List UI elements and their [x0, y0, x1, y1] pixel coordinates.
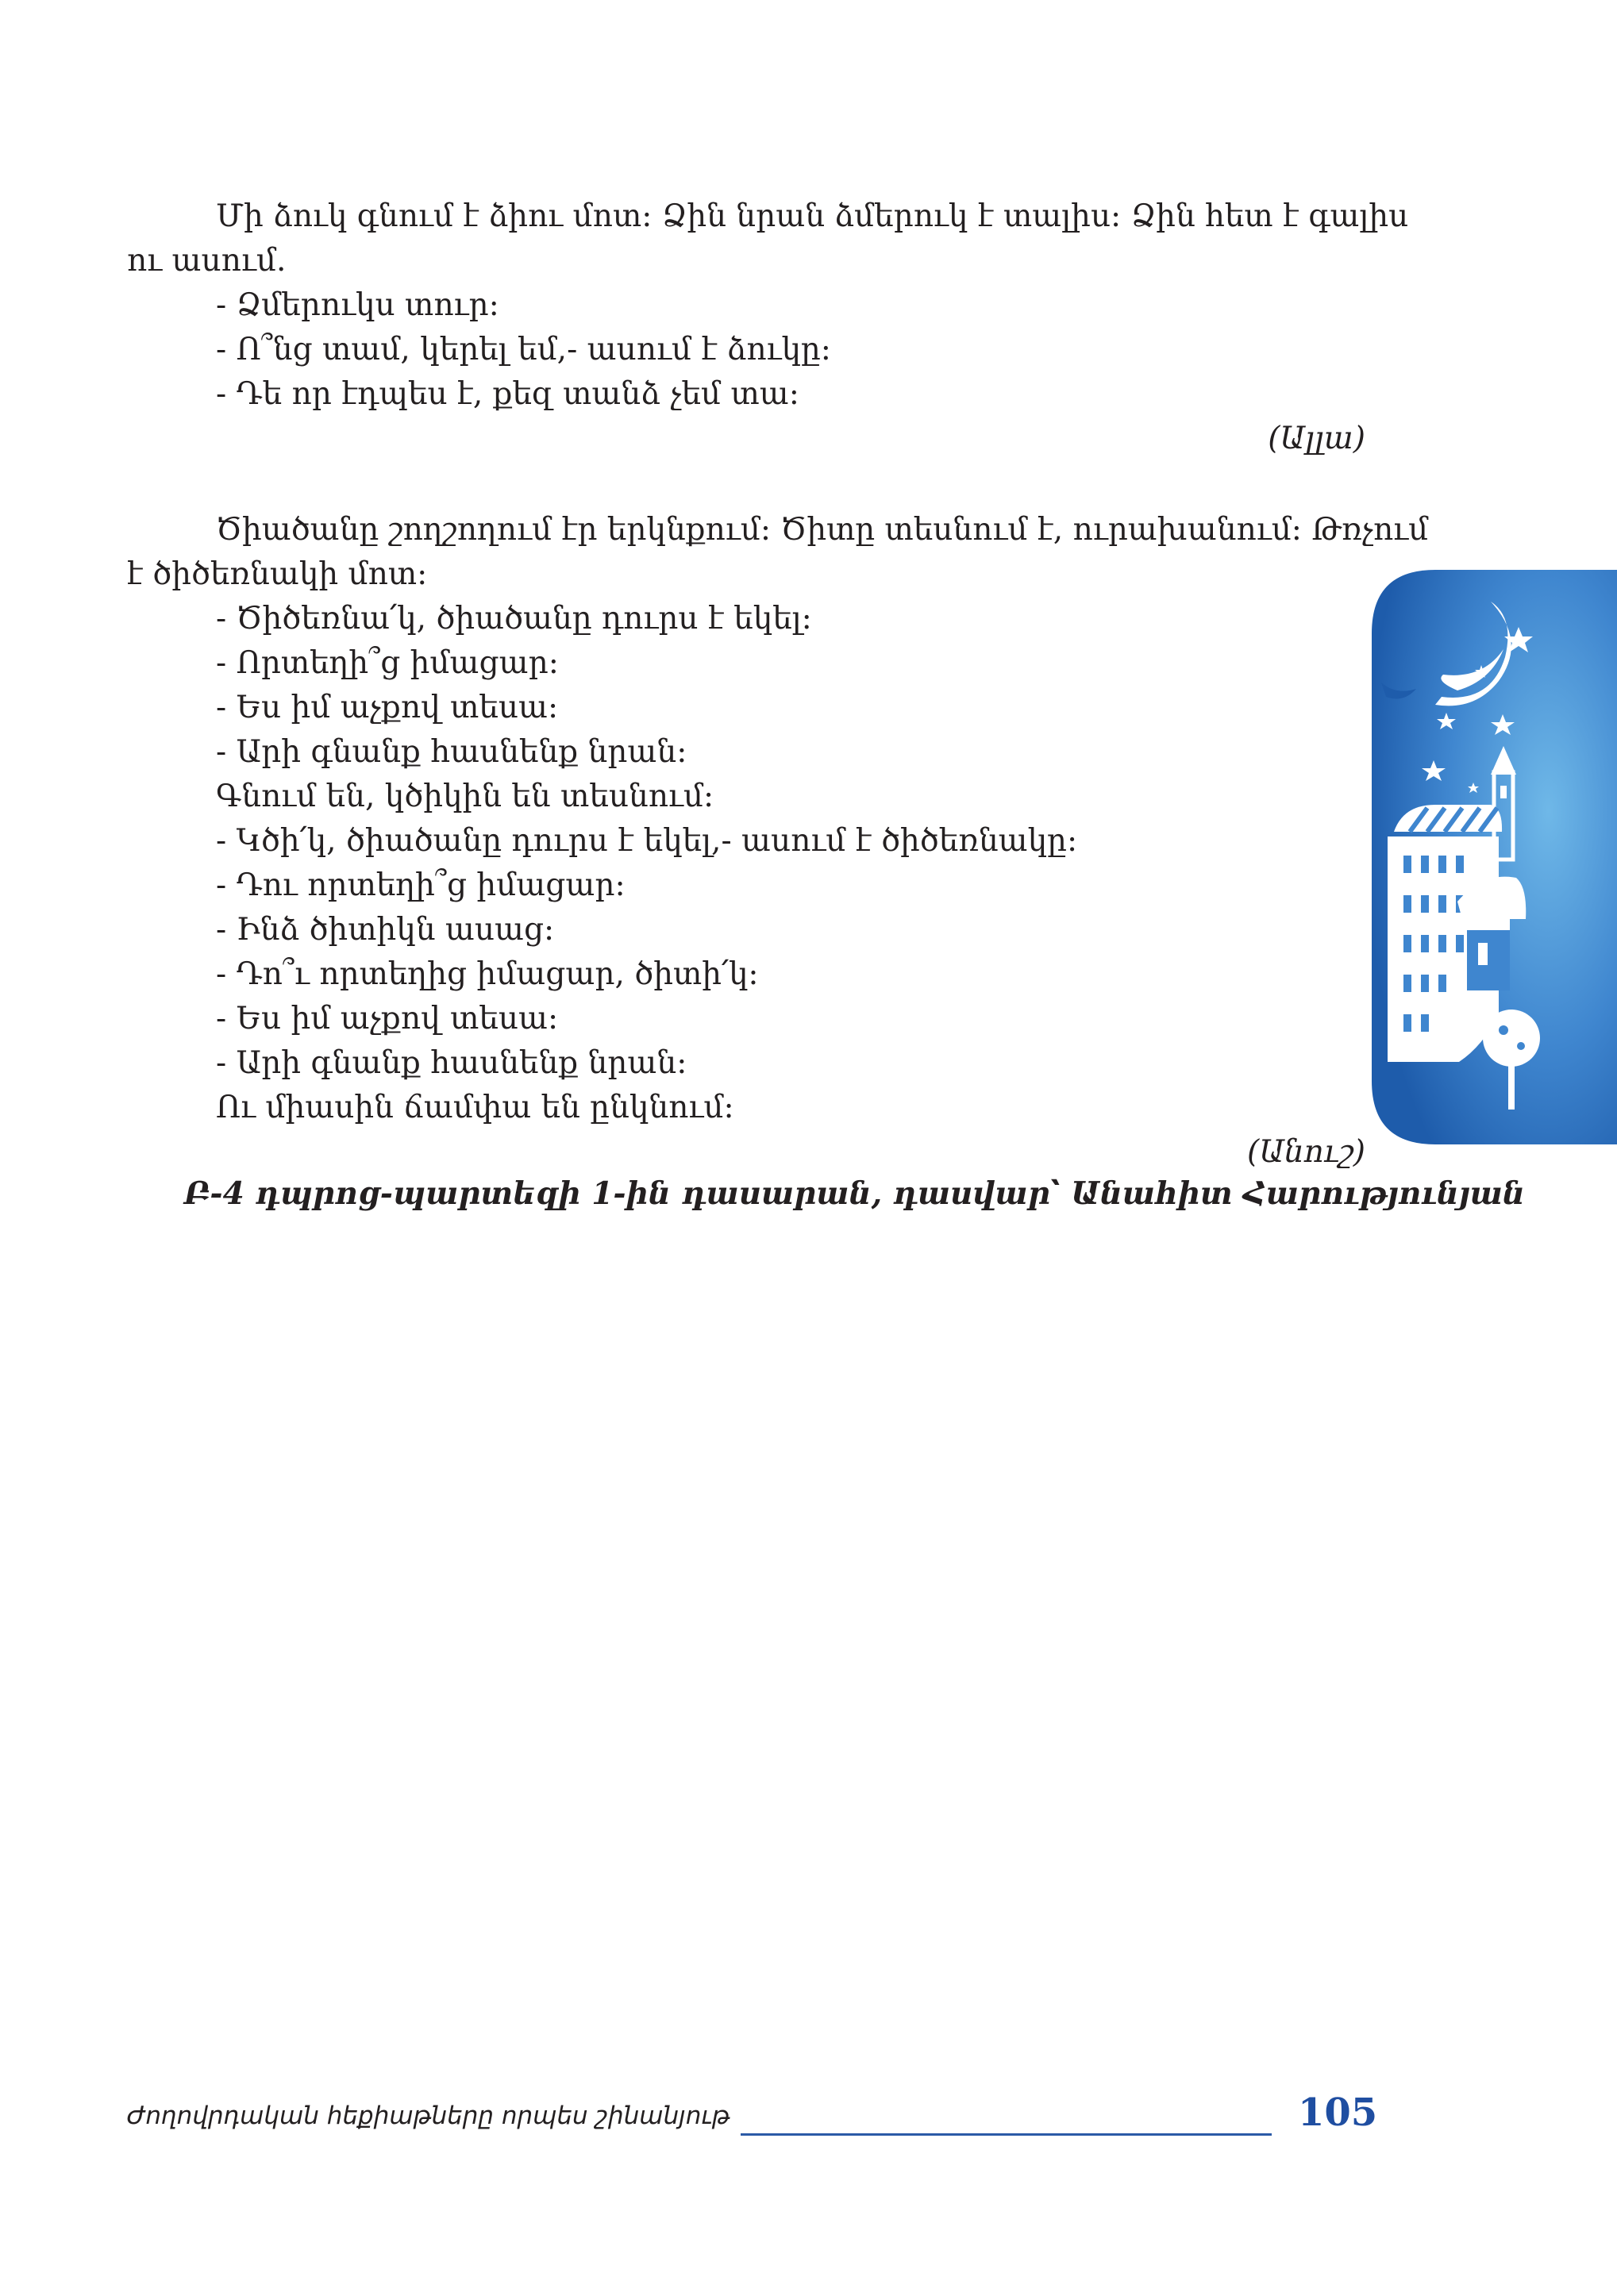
story-line: - Ծիծեռնա՛կ, ծիածանը դուրս է եկել: — [216, 601, 812, 636]
side-tab-illustration — [1372, 570, 1617, 1144]
story-line: Ու միասին ճամփա են ընկնում: — [216, 1090, 734, 1125]
story-line: - Ո՞նց տամ, կերել եմ,- ասում է ձուկը: — [216, 332, 831, 367]
story-line: Գնում են, կծիկին են տեսնում: — [216, 779, 714, 814]
story-line: - Դու որտեղի՞ց իմացար: — [216, 867, 626, 903]
story-line: Մի ձուկ գնում է ձիու մոտ: Ձին նրան ձմերուկ է տալիս: Ձին հետ է գալիս — [216, 198, 1409, 234]
story-line: է ծիծեռնակի մոտ: — [127, 556, 428, 592]
story-author: (Ալլա) — [1268, 421, 1365, 456]
story-line: ու ասում. — [127, 243, 287, 279]
story-line: - Ես իմ աչքով տեսա: — [216, 1001, 559, 1036]
story-anush — [127, 508, 1429, 1175]
story-line: - Ես իմ աչքով տեսա: — [216, 690, 559, 725]
page-number: 105 — [1298, 2090, 1378, 2135]
story-line: - Դե որ էդպես է, քեզ տանձ չեմ տա: — [216, 376, 799, 412]
story-line: Ծիածանը շողշողում էր երկնքում: Ծիտը տեսնում է, ուրախանում: Թռչում — [216, 512, 1429, 548]
story-line: - Արի գնանք հասնենք նրան: — [216, 1045, 687, 1081]
story-line: - Դո՞ւ որտեղից իմացար, ծիտի՛կ: — [216, 956, 759, 992]
story-line: - Կծի՛կ, ծիածանը դուրս է եկել,- ասում է ծիծեռնակը: — [216, 823, 1078, 859]
footer-rule — [741, 2133, 1272, 2136]
story-line: - Արի գնանք հասնենք նրան: — [216, 734, 687, 770]
story-alla — [127, 194, 1409, 461]
footer-book-title: Ժողովրդական հեքիաթները որպես շինանյութ — [127, 2102, 730, 2130]
story-line: - Ինձ ծիտիկն ասաց: — [216, 912, 555, 948]
class-credit: Բ-4 դպրոց-պարտեզի 1-ին դասարան, դասվար՝ Անահիտ Հարությունյան — [184, 1175, 1525, 1212]
story-line: - Ձմերուկս տուր: — [216, 287, 499, 323]
story-author: (Անուշ) — [1247, 1134, 1365, 1170]
story-line: - Որտեղի՞ց իմացար: — [216, 645, 559, 681]
